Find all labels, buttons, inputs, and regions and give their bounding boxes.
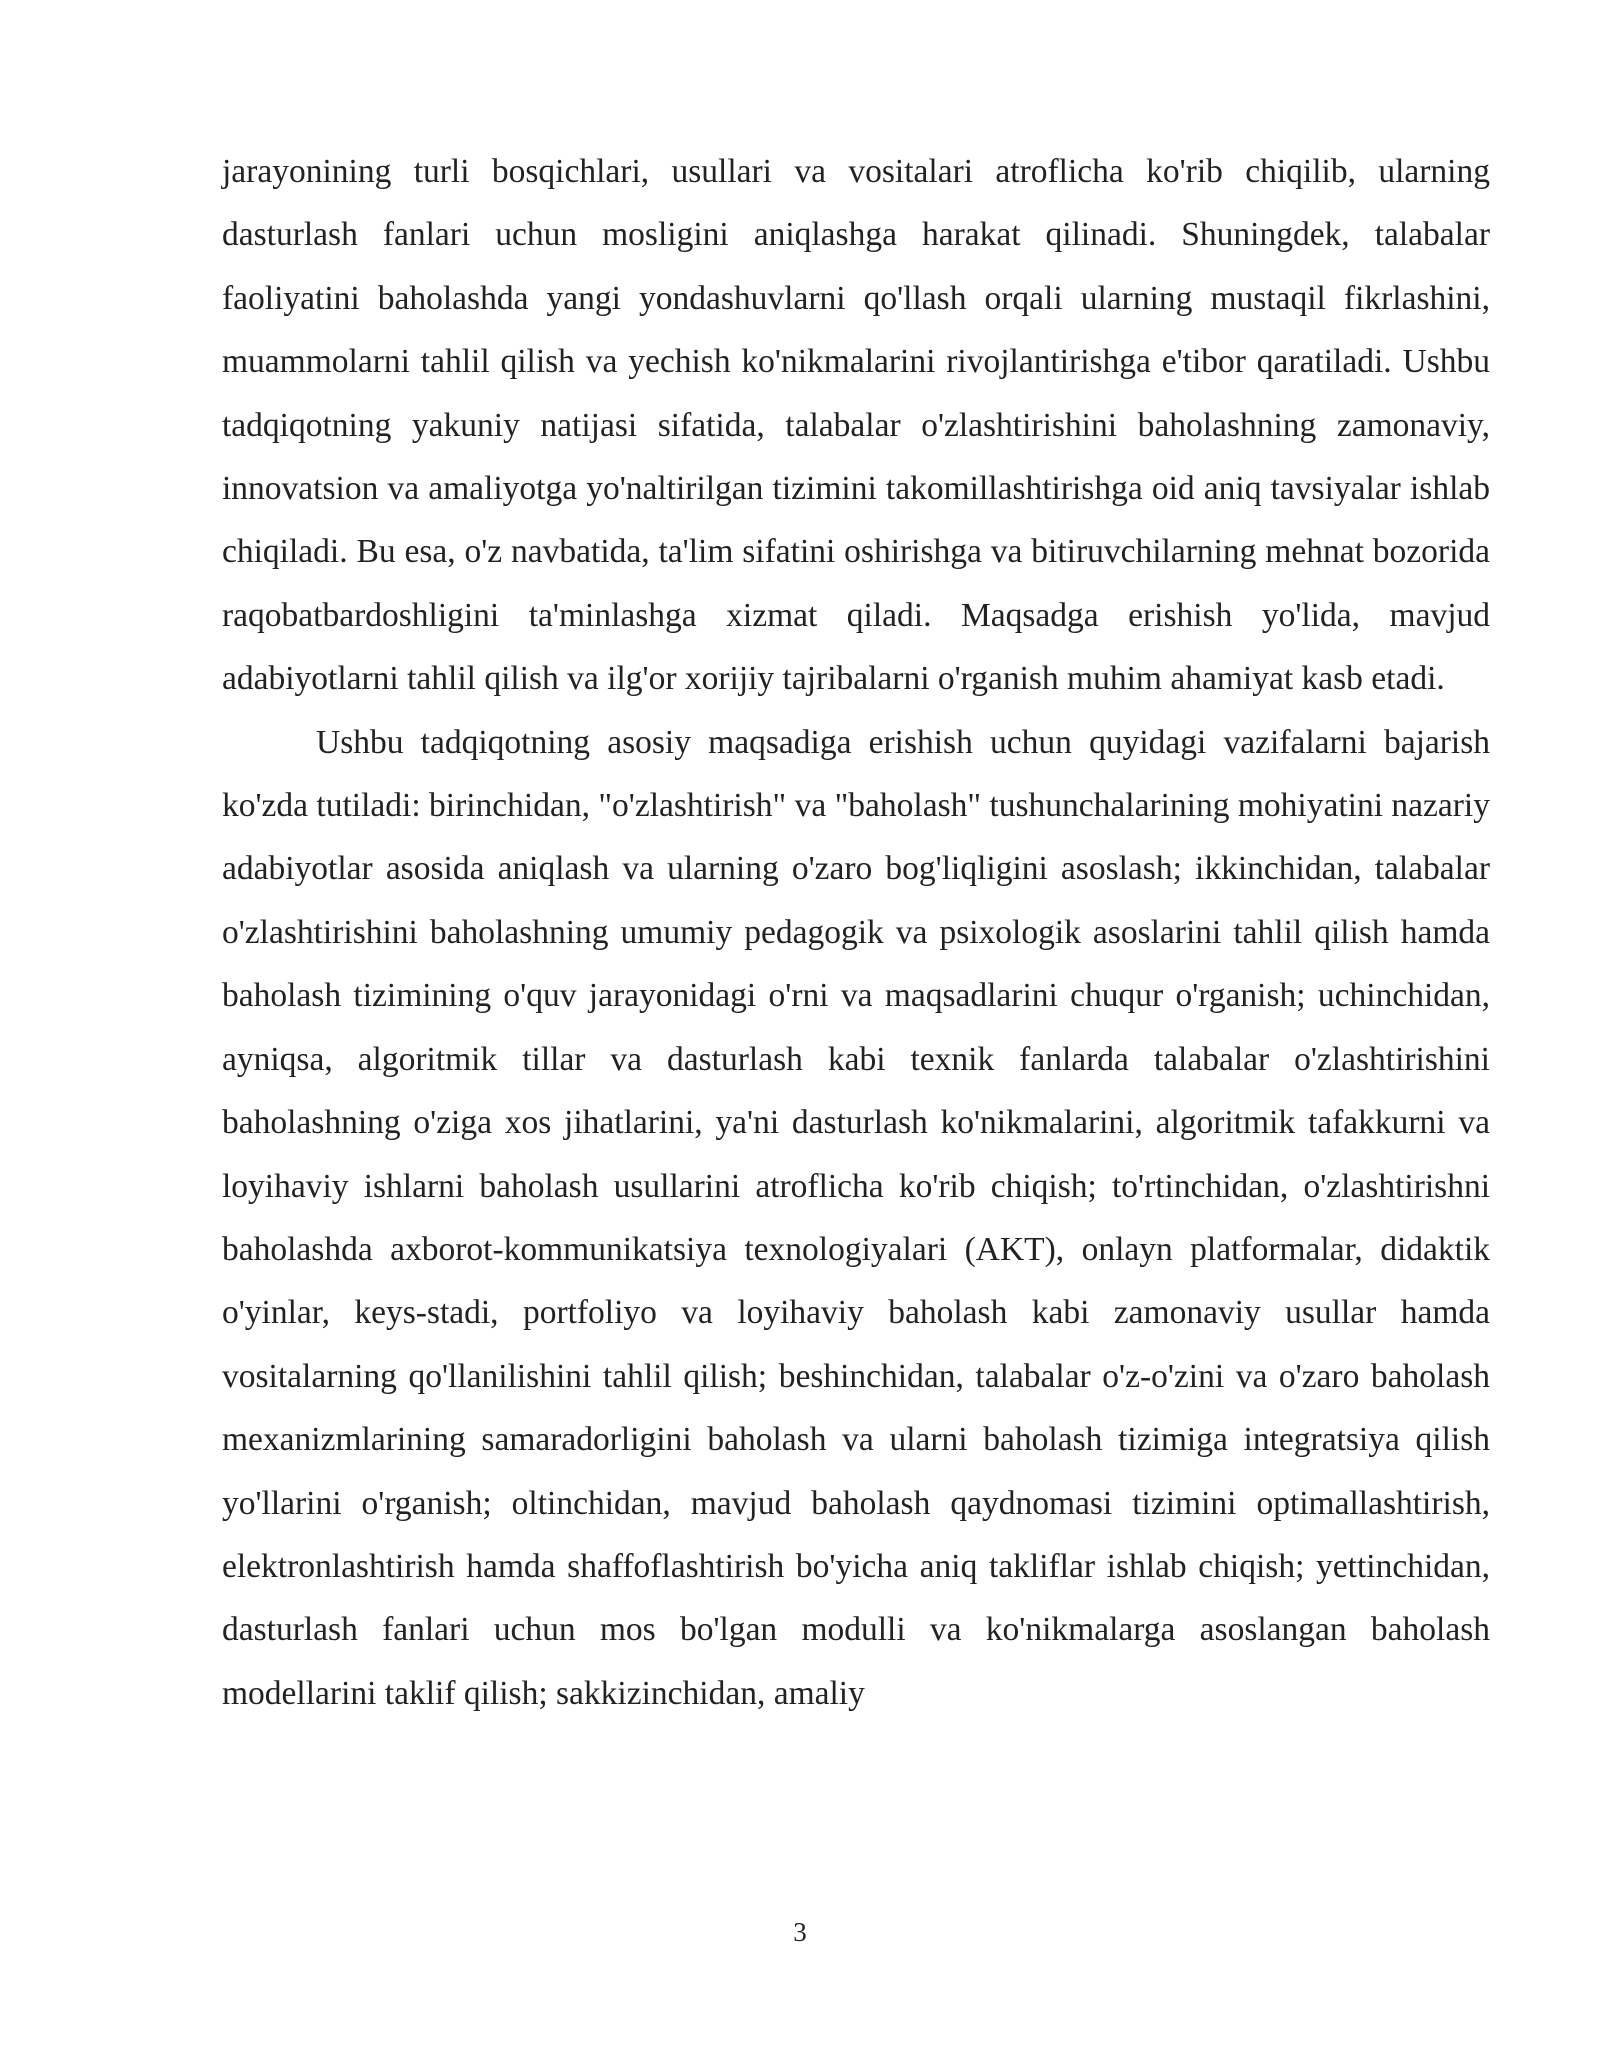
body-text: [222, 140, 1490, 1725]
paragraph-2: Ushbu tadqiqotning asosiy maqsadiga erishish uchun quyidagi vazifalarni bajarish ko'zda tutiladi: birinchidan, "o'zlashtirish" va "baholash" tushunchalarining mohiyatini nazariy adabiyotlar asosida aniqlash va ularning o'zaro bog'liqligini asoslash; ikkinchidan, talabalar o'zlashtirishini baholashning umumiy pedagogik va psixologik asoslarini tahlil qilish hamda baholash tizimining o'quv jarayonidagi o'rni va maqsadlarini chuqur o'rganish; uchinchidan, ayniqsa, algoritmik tillar va dasturlash kabi texnik fanlarda talabalar o'zlashtirishini baholashning o'ziga xos jihatlarini, ya'ni dasturlash ko'nikmalarini, algoritmik tafakkurni va loyihaviy ishlarni baholash usullarini atroflicha ko'rib chiqish; to'rtinchidan, o'zlashtirishni baholashda axborot-kommunikatsiya texnologiyalari (AKT), onlayn platformalar, didaktik o'yinlar, keys-stadi, portfoliyo va loyihaviy baholash kabi zamonaviy usullar hamda vositalarning qo'llanilishini tahlil qilish; beshinchidan, talabalar o'z-o'zini va o'zaro baholash mexanizmlarining samaradorligini baholash va ularni baholash tizimiga integratsiya qilish yo'llarini o'rganish; oltinchidan, mavjud baholash qaydnomasi tizimini optimallashtirish, elektronlashtirish hamda shaffoflashtirish bo'yicha aniq takliflar ishlab chiqish; yettinchidan, dasturlash fanlari uchun mos bo'lgan modulli va ko'nikmalarga asoslangan baholash modellarini taklif qilish; sakkizinchidan, amaliy: [222, 723, 1490, 1712]
paragraph-1: jarayonining turli bosqichlari, usullari va vositalari atroflicha ko'rib chiqilib, ularning dasturlash fanlari uchun mosligini aniqlashga harakat qilinadi. Shuningdek, talabalar faoliyatini baholashda yangi yondashuvlarni qo'llash orqali ularning mustaqil fikrlashini, muammolarni tahlil qilish va yechish ko'nikmalarini rivojlantirishga e'tibor qaratiladi. Ushbu tadqiqotning yakuniy natijasi sifatida, talabalar o'zlashtirishini baholashning zamonaviy, innovatsion va amaliyotga yo'naltirilgan tizimini takomillashtirishga oid aniq tavsiyalar ishlab chiqiladi. Bu esa, o'z navbatida, ta'lim sifatini oshirishga va bitiruvchilarning mehnat bozorida raqobatbardoshligini ta'minlashga xizmat qiladi. Maqsadga erishish yo'lida, mavjud adabiyotlarni tahlil qilish va ilg'or xorijiy tajribalarni o'rganish muhim ahamiyat kasb etadi.: [222, 153, 1490, 698]
page-number: 3: [793, 1917, 807, 1947]
